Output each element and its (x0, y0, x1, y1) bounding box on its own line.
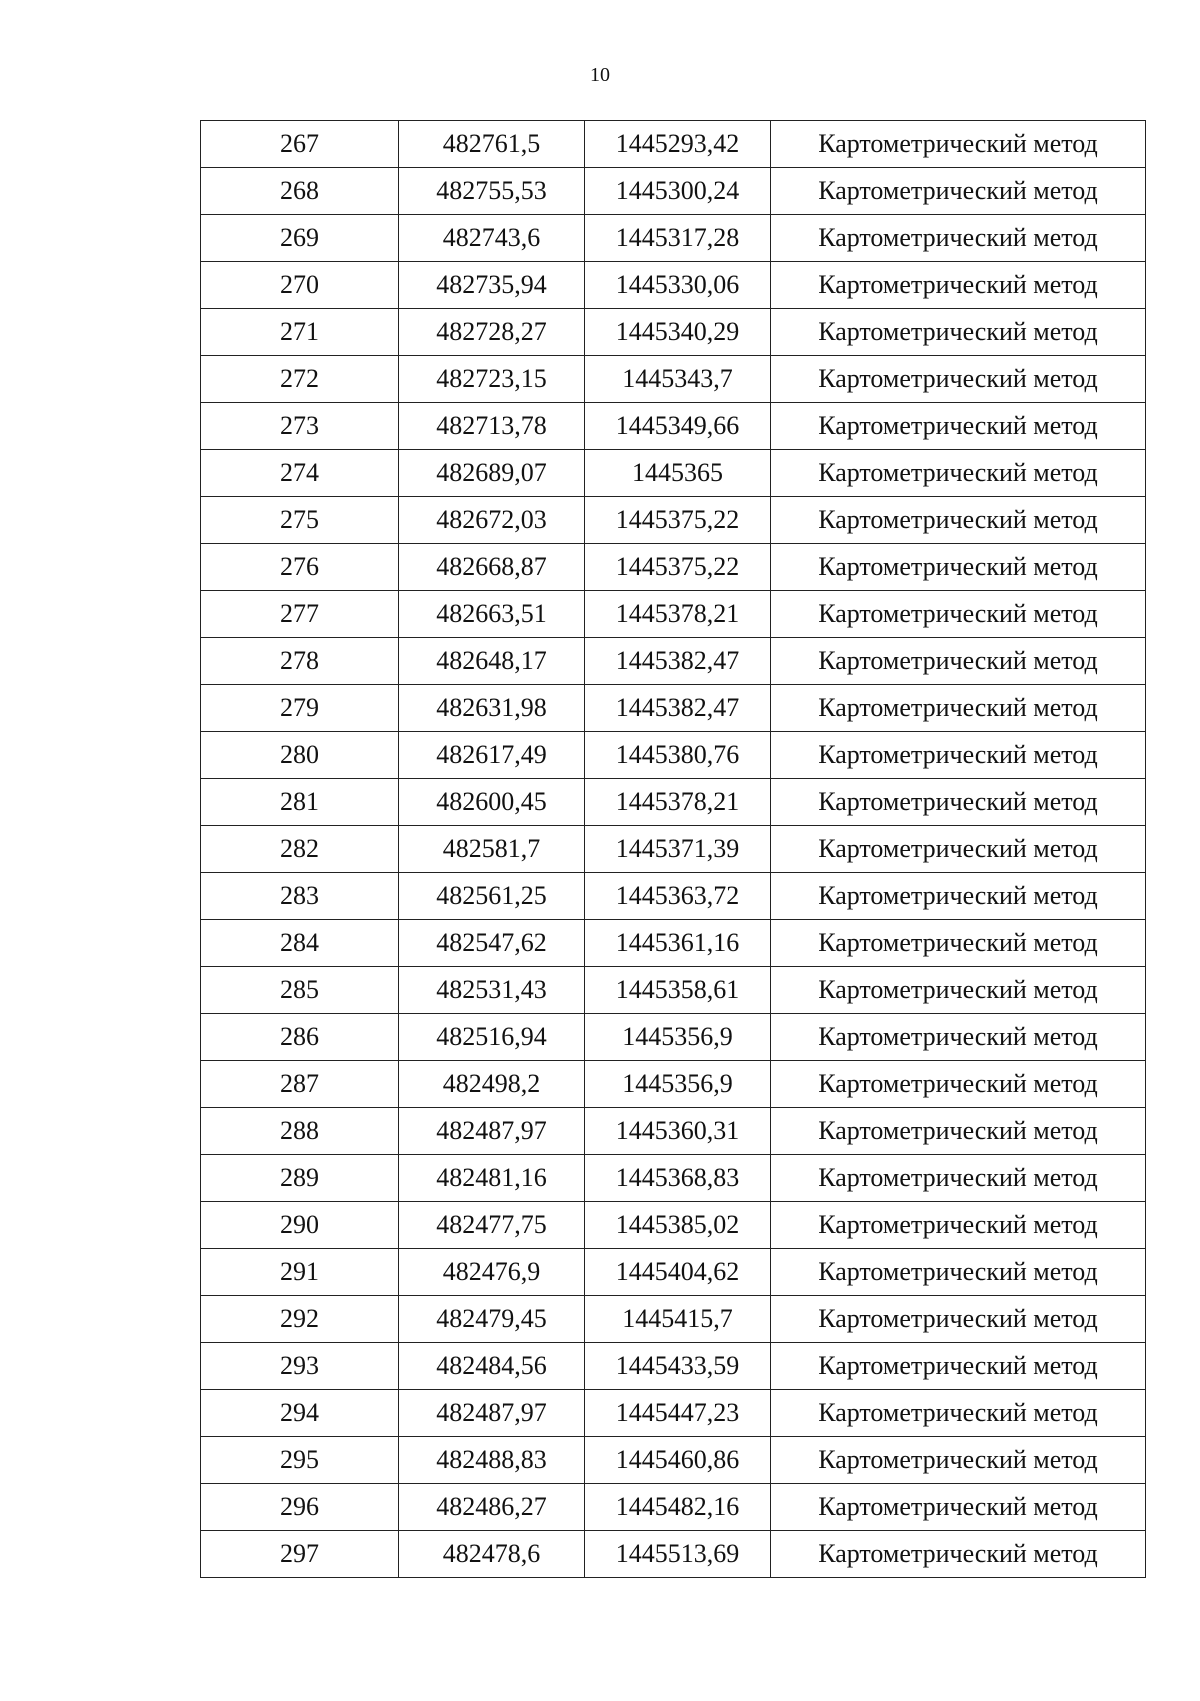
table-row (201, 1296, 1146, 1343)
x-coordinate-cell: 482631,98 (399, 685, 585, 732)
method-cell: Картометрический метод (771, 450, 1146, 497)
point-number-cell: 290 (201, 1202, 399, 1249)
method-cell: Картометрический метод (771, 215, 1146, 262)
y-coordinate-cell: 1445343,7 (585, 356, 771, 403)
y-coordinate-cell: 1445349,66 (585, 403, 771, 450)
method-cell: Картометрический метод (771, 1108, 1146, 1155)
y-coordinate-cell: 1445482,16 (585, 1484, 771, 1531)
y-coordinate-cell: 1445513,69 (585, 1531, 771, 1578)
method-cell: Картометрический метод (771, 121, 1146, 168)
table-row (201, 638, 1146, 685)
x-coordinate-cell: 482735,94 (399, 262, 585, 309)
point-number-cell: 294 (201, 1390, 399, 1437)
x-coordinate-cell: 482486,27 (399, 1484, 585, 1531)
coordinates-table-body (201, 121, 1146, 1578)
table-row (201, 1202, 1146, 1249)
x-coordinate-cell: 482477,75 (399, 1202, 585, 1249)
x-coordinate-cell: 482481,16 (399, 1155, 585, 1202)
method-cell: Картометрический метод (771, 1484, 1146, 1531)
y-coordinate-cell: 1445385,02 (585, 1202, 771, 1249)
point-number-cell: 282 (201, 826, 399, 873)
table-row (201, 779, 1146, 826)
y-coordinate-cell: 1445363,72 (585, 873, 771, 920)
y-coordinate-cell: 1445293,42 (585, 121, 771, 168)
table-row (201, 591, 1146, 638)
table-row (201, 1014, 1146, 1061)
table-row (201, 920, 1146, 967)
point-number-cell: 279 (201, 685, 399, 732)
table-row (201, 1390, 1146, 1437)
method-cell: Картометрический метод (771, 638, 1146, 685)
table-row (201, 1437, 1146, 1484)
coordinates-table (200, 120, 1146, 1578)
method-cell: Картометрический метод (771, 262, 1146, 309)
method-cell: Картометрический метод (771, 1296, 1146, 1343)
x-coordinate-cell: 482547,62 (399, 920, 585, 967)
table-row (201, 732, 1146, 779)
point-number-cell: 289 (201, 1155, 399, 1202)
x-coordinate-cell: 482531,43 (399, 967, 585, 1014)
point-number-cell: 293 (201, 1343, 399, 1390)
method-cell: Картометрический метод (771, 309, 1146, 356)
method-cell: Картометрический метод (771, 1531, 1146, 1578)
point-number-cell: 292 (201, 1296, 399, 1343)
point-number-cell: 296 (201, 1484, 399, 1531)
table-row (201, 967, 1146, 1014)
method-cell: Картометрический метод (771, 779, 1146, 826)
method-cell: Картометрический метод (771, 1061, 1146, 1108)
table-row (201, 1484, 1146, 1531)
x-coordinate-cell: 482723,15 (399, 356, 585, 403)
point-number-cell: 280 (201, 732, 399, 779)
y-coordinate-cell: 1445375,22 (585, 544, 771, 591)
table-row (201, 1061, 1146, 1108)
method-cell: Картометрический метод (771, 732, 1146, 779)
y-coordinate-cell: 1445317,28 (585, 215, 771, 262)
method-cell: Картометрический метод (771, 1202, 1146, 1249)
x-coordinate-cell: 482689,07 (399, 450, 585, 497)
method-cell: Картометрический метод (771, 920, 1146, 967)
method-cell: Картометрический метод (771, 497, 1146, 544)
y-coordinate-cell: 1445378,21 (585, 591, 771, 638)
x-coordinate-cell: 482713,78 (399, 403, 585, 450)
method-cell: Картометрический метод (771, 1155, 1146, 1202)
y-coordinate-cell: 1445375,22 (585, 497, 771, 544)
point-number-cell: 267 (201, 121, 399, 168)
y-coordinate-cell: 1445382,47 (585, 638, 771, 685)
method-cell: Картометрический метод (771, 873, 1146, 920)
y-coordinate-cell: 1445433,59 (585, 1343, 771, 1390)
table-row (201, 450, 1146, 497)
y-coordinate-cell: 1445415,7 (585, 1296, 771, 1343)
y-coordinate-cell: 1445330,06 (585, 262, 771, 309)
point-number-cell: 268 (201, 168, 399, 215)
method-cell: Картометрический метод (771, 685, 1146, 732)
table-row (201, 215, 1146, 262)
point-number-cell: 271 (201, 309, 399, 356)
method-cell: Картометрический метод (771, 591, 1146, 638)
table-row (201, 1531, 1146, 1578)
point-number-cell: 274 (201, 450, 399, 497)
x-coordinate-cell: 482479,45 (399, 1296, 585, 1343)
point-number-cell: 278 (201, 638, 399, 685)
point-number-cell: 276 (201, 544, 399, 591)
x-coordinate-cell: 482498,2 (399, 1061, 585, 1108)
page-number: 10 (590, 64, 610, 86)
table-row (201, 1343, 1146, 1390)
y-coordinate-cell: 1445356,9 (585, 1061, 771, 1108)
table-row (201, 1155, 1146, 1202)
y-coordinate-cell: 1445356,9 (585, 1014, 771, 1061)
y-coordinate-cell: 1445404,62 (585, 1249, 771, 1296)
point-number-cell: 272 (201, 356, 399, 403)
point-number-cell: 291 (201, 1249, 399, 1296)
x-coordinate-cell: 482728,27 (399, 309, 585, 356)
table-row (201, 497, 1146, 544)
table-row (201, 544, 1146, 591)
table-row (201, 873, 1146, 920)
y-coordinate-cell: 1445365 (585, 450, 771, 497)
y-coordinate-cell: 1445300,24 (585, 168, 771, 215)
method-cell: Картометрический метод (771, 544, 1146, 591)
x-coordinate-cell: 482648,17 (399, 638, 585, 685)
point-number-cell: 270 (201, 262, 399, 309)
method-cell: Картометрический метод (771, 1343, 1146, 1390)
point-number-cell: 284 (201, 920, 399, 967)
x-coordinate-cell: 482487,97 (399, 1390, 585, 1437)
point-number-cell: 281 (201, 779, 399, 826)
table-row (201, 1249, 1146, 1296)
point-number-cell: 269 (201, 215, 399, 262)
x-coordinate-cell: 482561,25 (399, 873, 585, 920)
x-coordinate-cell: 482478,6 (399, 1531, 585, 1578)
x-coordinate-cell: 482487,97 (399, 1108, 585, 1155)
table-row (201, 309, 1146, 356)
x-coordinate-cell: 482663,51 (399, 591, 585, 638)
table-row (201, 685, 1146, 732)
table-row (201, 1108, 1146, 1155)
method-cell: Картометрический метод (771, 826, 1146, 873)
point-number-cell: 287 (201, 1061, 399, 1108)
point-number-cell: 286 (201, 1014, 399, 1061)
y-coordinate-cell: 1445460,86 (585, 1437, 771, 1484)
point-number-cell: 295 (201, 1437, 399, 1484)
table-row (201, 826, 1146, 873)
x-coordinate-cell: 482581,7 (399, 826, 585, 873)
table-row (201, 168, 1146, 215)
method-cell: Картометрический метод (771, 967, 1146, 1014)
y-coordinate-cell: 1445358,61 (585, 967, 771, 1014)
method-cell: Картометрический метод (771, 1249, 1146, 1296)
x-coordinate-cell: 482600,45 (399, 779, 585, 826)
method-cell: Картометрический метод (771, 403, 1146, 450)
y-coordinate-cell: 1445340,29 (585, 309, 771, 356)
x-coordinate-cell: 482743,6 (399, 215, 585, 262)
y-coordinate-cell: 1445371,39 (585, 826, 771, 873)
x-coordinate-cell: 482668,87 (399, 544, 585, 591)
y-coordinate-cell: 1445378,21 (585, 779, 771, 826)
y-coordinate-cell: 1445361,16 (585, 920, 771, 967)
y-coordinate-cell: 1445447,23 (585, 1390, 771, 1437)
x-coordinate-cell: 482755,53 (399, 168, 585, 215)
method-cell: Картометрический метод (771, 1437, 1146, 1484)
point-number-cell: 288 (201, 1108, 399, 1155)
x-coordinate-cell: 482484,56 (399, 1343, 585, 1390)
x-coordinate-cell: 482488,83 (399, 1437, 585, 1484)
point-number-cell: 277 (201, 591, 399, 638)
method-cell: Картометрический метод (771, 356, 1146, 403)
point-number-cell: 275 (201, 497, 399, 544)
x-coordinate-cell: 482761,5 (399, 121, 585, 168)
table-row (201, 121, 1146, 168)
table-row (201, 356, 1146, 403)
x-coordinate-cell: 482476,9 (399, 1249, 585, 1296)
y-coordinate-cell: 1445382,47 (585, 685, 771, 732)
y-coordinate-cell: 1445368,83 (585, 1155, 771, 1202)
x-coordinate-cell: 482516,94 (399, 1014, 585, 1061)
point-number-cell: 283 (201, 873, 399, 920)
method-cell: Картометрический метод (771, 1390, 1146, 1437)
point-number-cell: 273 (201, 403, 399, 450)
x-coordinate-cell: 482617,49 (399, 732, 585, 779)
table-row (201, 403, 1146, 450)
method-cell: Картометрический метод (771, 168, 1146, 215)
y-coordinate-cell: 1445380,76 (585, 732, 771, 779)
table-row (201, 262, 1146, 309)
point-number-cell: 285 (201, 967, 399, 1014)
method-cell: Картометрический метод (771, 1014, 1146, 1061)
y-coordinate-cell: 1445360,31 (585, 1108, 771, 1155)
point-number-cell: 297 (201, 1531, 399, 1578)
x-coordinate-cell: 482672,03 (399, 497, 585, 544)
